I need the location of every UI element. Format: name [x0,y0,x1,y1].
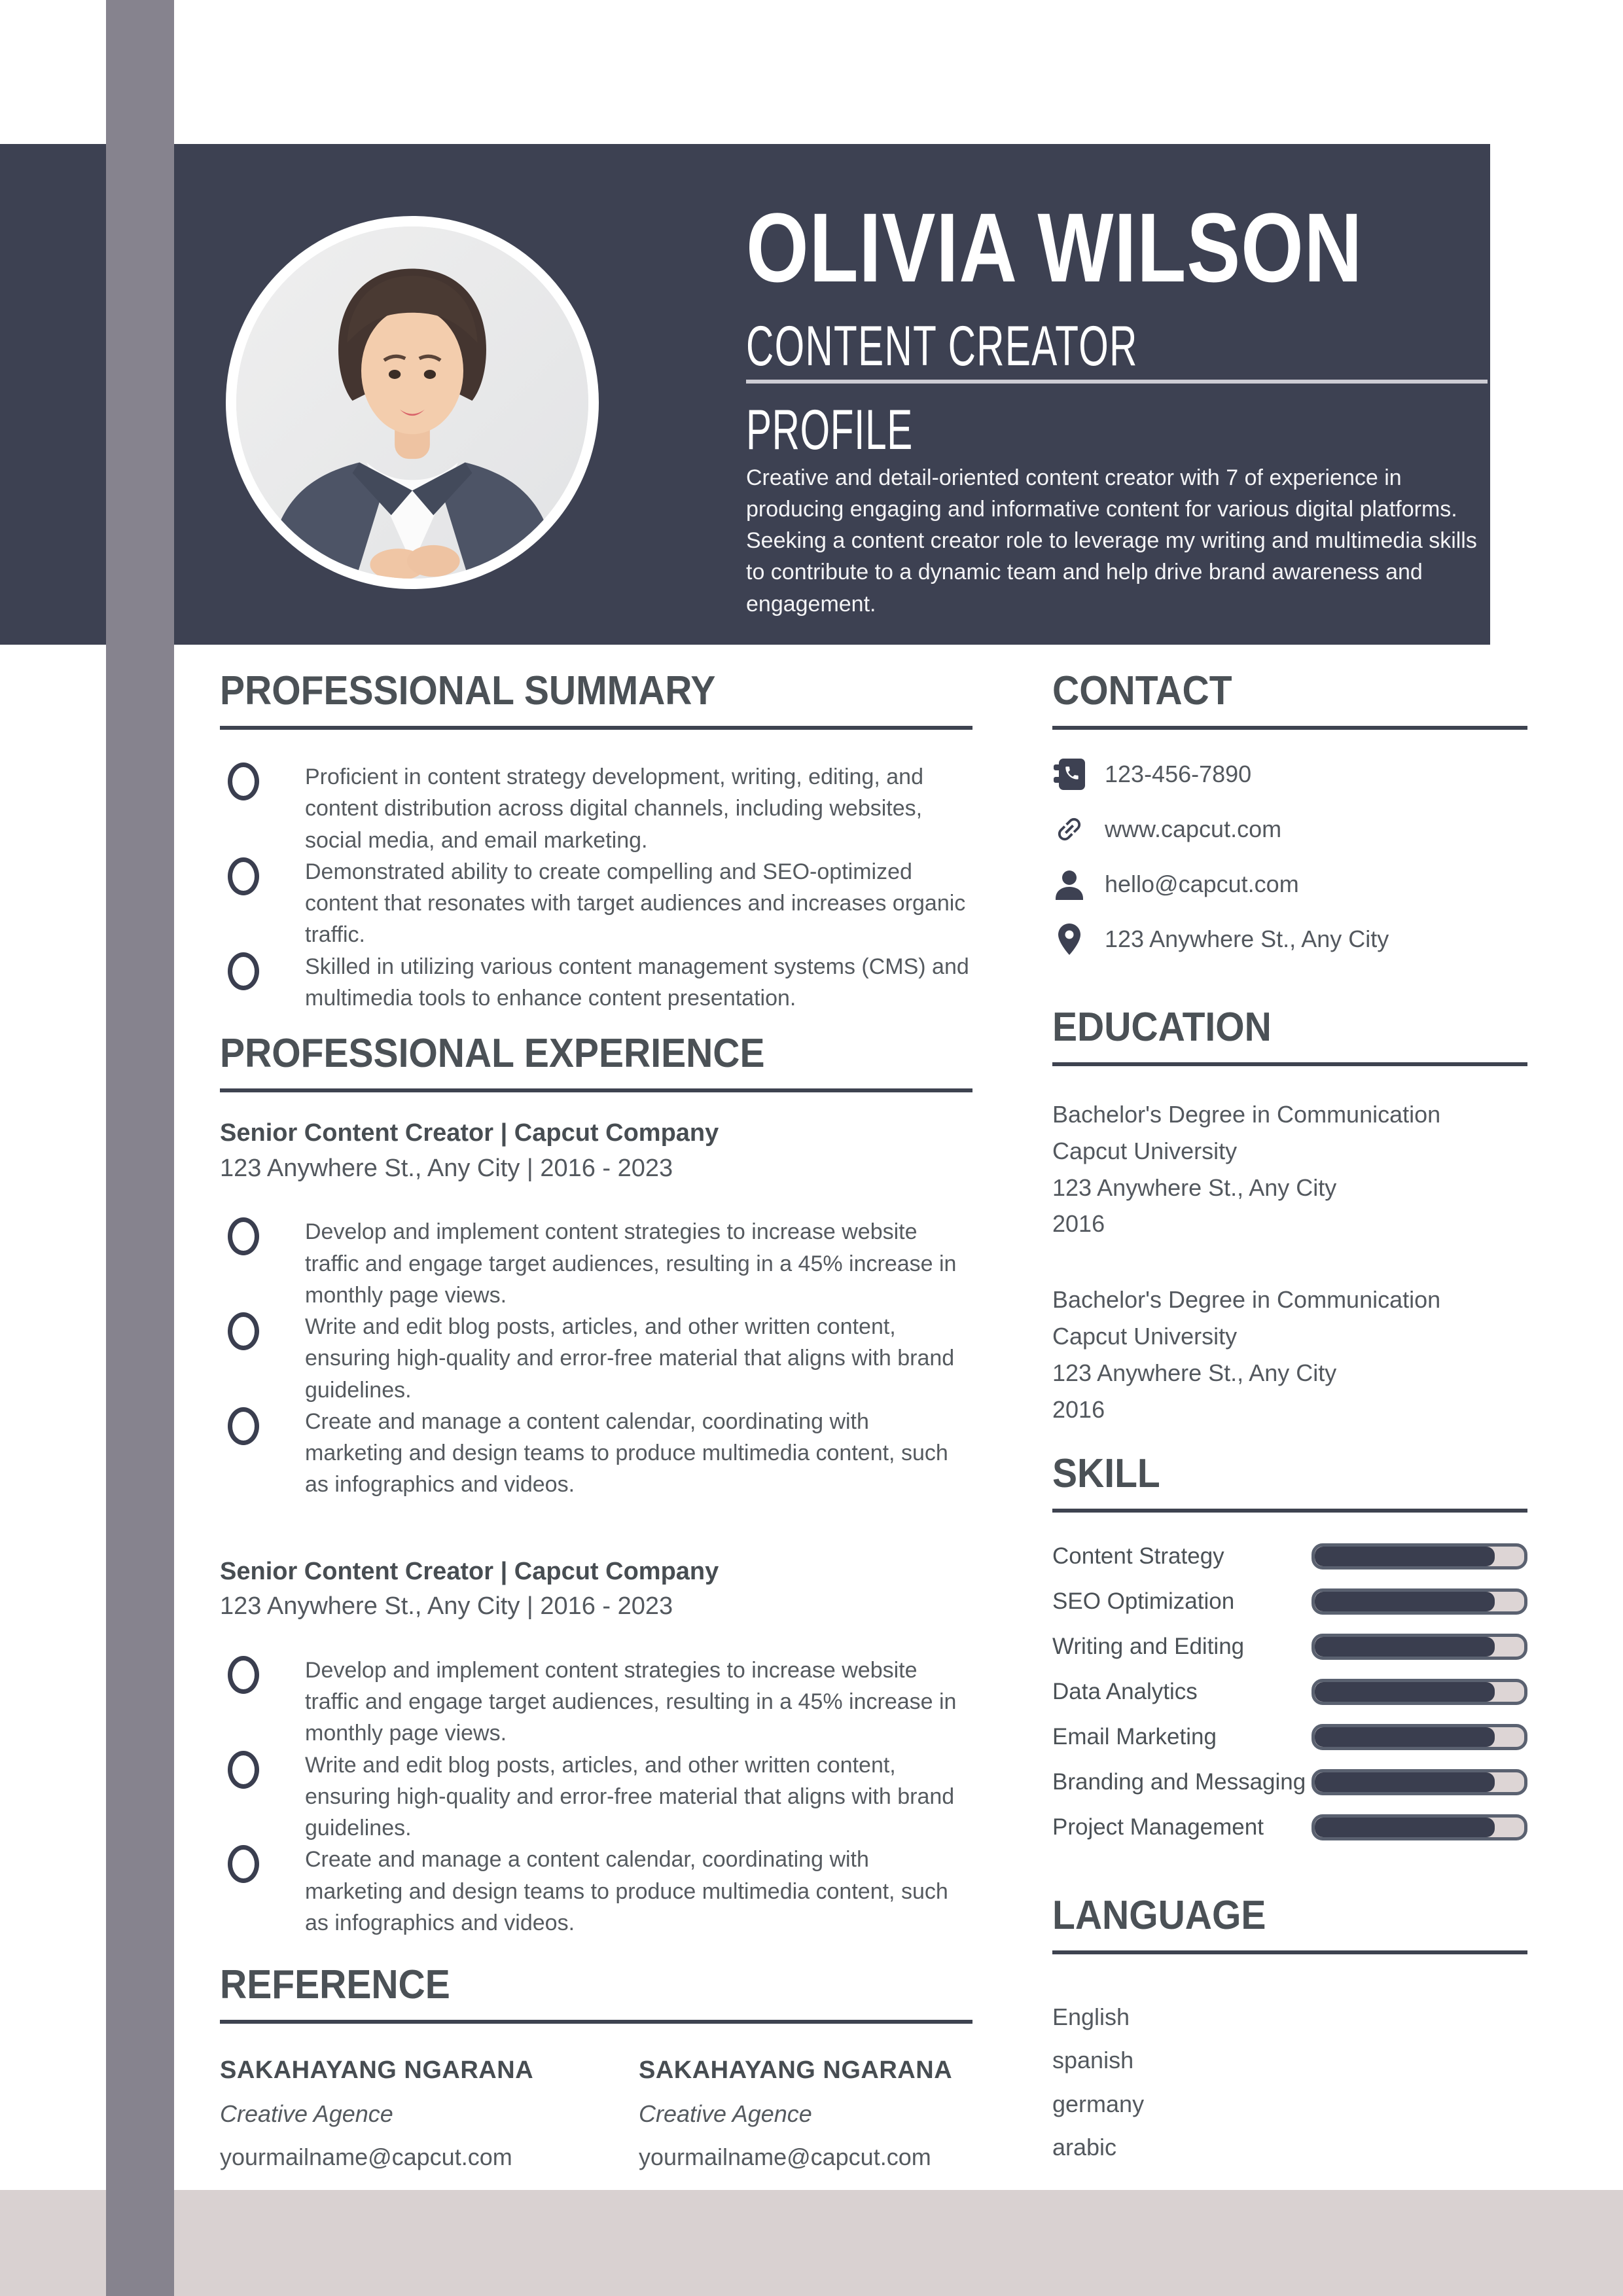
skill-row [1052,1725,1527,1749]
skill-bar [1311,1814,1527,1840]
experience-heading: PROFESSIONAL EXPERIENCE [220,1031,765,1077]
reference-company: Creative Agence [639,2100,812,2128]
contact-email-row [1052,866,1527,903]
profile-photo [226,216,599,589]
skill-row [1052,1589,1527,1614]
skill-bar [1311,1724,1527,1750]
language-item: spanish [1052,2047,1134,2074]
list-item [220,1406,972,1501]
contact-website: www.capcut.com [1105,816,1282,842]
header-divider [746,380,1488,384]
list-item [220,951,972,1014]
job-meta: 123 Anywhere St., Any City | 2016 - 2023 [220,1592,673,1621]
footer-band [0,2190,1623,2296]
skill-label: Content Strategy [1052,1543,1224,1570]
list-item [220,761,972,856]
reference-company: Creative Agence [220,2100,393,2128]
bullet-circle-icon [228,952,259,990]
skill-row [1052,1679,1527,1704]
phone-icon [1052,757,1086,791]
reference-email: yourmailname@capcut.com [220,2144,512,2171]
language-divider [1052,1950,1527,1954]
skill-bar [1311,1588,1527,1615]
language-item: English [1052,2003,1130,2031]
list-item [220,856,972,951]
left-column [220,668,972,2171]
bullet-circle-icon [228,1845,259,1883]
profile-heading: PROFILE [746,398,913,461]
profile-text: Creative and detail-oriented content creator with 7 of experience in producing engaging and informative content for various digital platforms. Seeking a content creator role to leverage my writing and multimedia skills to contribute to a dynamic team and help drive brand awareness and engagement. [746,465,1477,617]
reference-name: SAKAHAYANG NGARANA [220,2056,534,2085]
portrait-illustration [236,226,588,579]
skill-label: Project Management [1052,1814,1264,1840]
language-item: arabic [1052,2133,1117,2161]
page-title-name: OLIVIA WILSON [746,192,1363,302]
skill-bar-fill [1315,1772,1495,1792]
reference-entries [220,2056,972,2171]
job-entry-2 [220,1557,972,1939]
skill-row [1052,1634,1527,1659]
skill-bar-fill [1315,1592,1495,1611]
education-entry-1 [1052,1096,1527,1242]
reference-heading: REFERENCE [220,1962,450,2008]
bullet-text: Develop and implement content strategies to increase website traffic and engage target audiences, resulting in a 45% increase in monthly page views. [305,1657,957,1746]
skill-bar [1311,1634,1527,1660]
skill-bar-fill [1315,1727,1495,1747]
bullet-circle-icon [228,762,259,800]
bullet-circle-icon [228,857,259,895]
reference-name: SAKAHAYANG NGARANA [639,2056,953,2085]
skill-label: Writing and Editing [1052,1634,1245,1660]
bullet-text: Demonstrated ability to create compelling and SEO-optimized content that resonates with target audiences and increases organic traffic. [305,859,966,948]
skill-rows [1052,1544,1527,1840]
job-role-subtitle: CONTENT CREATOR [746,314,1138,378]
education-divider [1052,1062,1527,1066]
skill-bar [1311,1543,1527,1570]
vertical-stripe [106,0,174,2296]
list-item [220,1655,972,1749]
education-school: Capcut University [1052,1322,1238,1350]
skill-label: SEO Optimization [1052,1588,1235,1615]
education-school: Capcut University [1052,1137,1238,1164]
education-degree: Bachelor's Degree in Communication [1052,1101,1441,1128]
contact-heading: CONTACT [1052,668,1232,713]
right-column [1052,668,1527,2174]
bullet-text: Write and edit blog posts, articles, and other written content, ensuring high-quality and error-free material that aligns with brand guidelines. [305,1314,955,1403]
list-item [220,1216,972,1311]
education-degree: Bachelor's Degree in Communication [1052,1286,1441,1314]
contact-website-row [1052,811,1527,848]
summary-bullets [220,761,972,1014]
bullet-text: Proficient in content strategy development, writing, editing, and content distribution across digital channels, including websites, social media, and email marketing. [305,764,923,853]
reference-divider [220,2020,972,2024]
experience-divider [220,1088,972,1092]
skill-bar-fill [1315,1682,1495,1702]
language-heading: LANGUAGE [1052,1893,1266,1939]
skill-heading: SKILL [1052,1451,1160,1497]
contact-address: 123 Anywhere St., Any City [1105,925,1389,952]
skill-bar-fill [1315,1637,1495,1657]
contact-divider [1052,726,1527,730]
job-title: Senior Content Creator | Capcut Company [220,1557,719,1585]
bullet-circle-icon [228,1217,259,1255]
person-icon [1052,867,1086,901]
reference-email: yourmailname@capcut.com [639,2144,931,2171]
contact-address-row [1052,921,1527,958]
contact-email: hello@capcut.com [1105,870,1299,897]
education-address: 123 Anywhere St., Any City [1052,1359,1337,1386]
job-bullets [220,1655,972,1939]
bullet-circle-icon [228,1312,259,1350]
skill-bar-fill [1315,1818,1495,1837]
job-title: Senior Content Creator | Capcut Company [220,1119,719,1147]
skill-label: Branding and Messaging [1052,1769,1306,1795]
education-year: 2016 [1052,1395,1105,1423]
job-meta: 123 Anywhere St., Any City | 2016 - 2023 [220,1154,673,1182]
contact-phone-row [1052,756,1527,793]
education-year: 2016 [1052,1210,1105,1238]
summary-heading: PROFESSIONAL SUMMARY [220,668,716,713]
contact-items [1052,756,1527,958]
bullet-text: Create and manage a content calendar, coordinating with marketing and design teams to produce multimedia content, such as infographics and videos. [305,1847,948,1936]
skill-bar [1311,1679,1527,1705]
skill-row [1052,1770,1527,1795]
skill-label: Data Analytics [1052,1679,1198,1705]
job-bullets [220,1216,972,1500]
bullet-circle-icon [228,1656,259,1694]
bullet-circle-icon [228,1407,259,1445]
bullet-circle-icon [228,1751,259,1789]
contact-phone: 123-456-7890 [1105,761,1252,787]
list-item [220,1844,972,1939]
education-address: 123 Anywhere St., Any City [1052,1174,1337,1201]
bullet-text: Write and edit blog posts, articles, and other written content, ensuring high-quality and error-free material that aligns with brand guidelines. [305,1752,955,1841]
skill-bar [1311,1769,1527,1795]
education-entry-2 [1052,1282,1527,1427]
skill-row [1052,1815,1527,1840]
header [746,192,1492,620]
list-item [220,1311,972,1406]
reference-entry-1 [220,2056,639,2171]
link-icon [1052,812,1086,846]
skill-label: Email Marketing [1052,1724,1217,1750]
location-icon [1052,922,1086,956]
language-list [1052,2000,1527,2163]
skill-bar-fill [1315,1547,1495,1566]
job-entry-1 [220,1119,972,1501]
language-item: germany [1052,2090,1145,2117]
list-item [220,1749,972,1844]
education-heading: EDUCATION [1052,1005,1272,1050]
bullet-text: Develop and implement content strategies to increase website traffic and engage target audiences, resulting in a 45% increase in monthly page views. [305,1219,957,1308]
skill-divider [1052,1509,1527,1513]
skill-row [1052,1544,1527,1569]
reference-entry-2 [639,2056,972,2171]
bullet-text: Skilled in utilizing various content management systems (CMS) and multimedia tools to enhance content presentation. [305,954,969,1011]
bullet-text: Create and manage a content calendar, coordinating with marketing and design teams to produce multimedia content, such as infographics and videos. [305,1408,948,1498]
summary-divider [220,726,972,730]
